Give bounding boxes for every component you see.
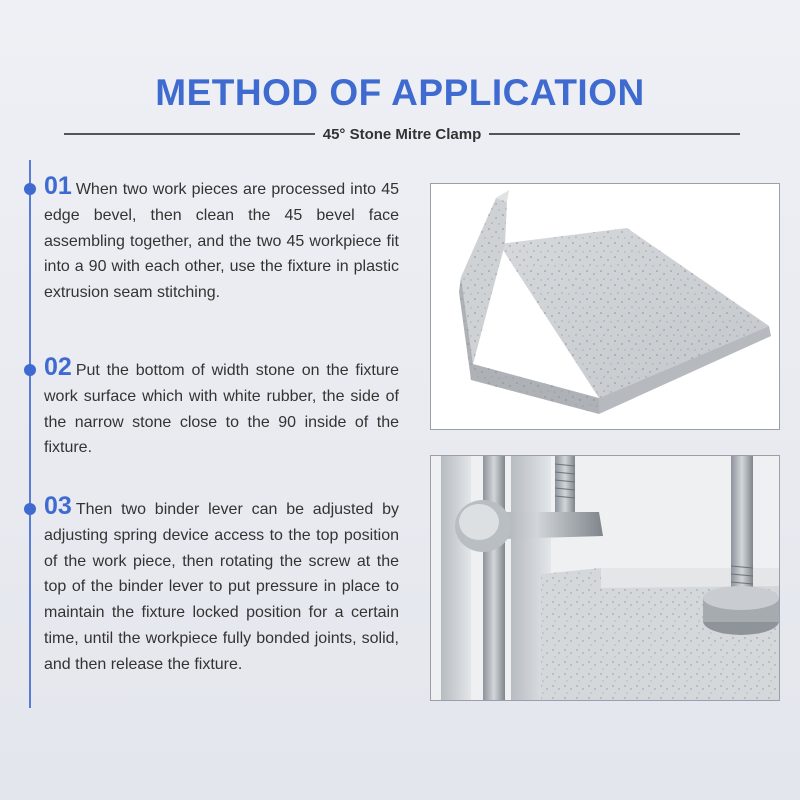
divider-right	[489, 133, 740, 135]
l-shaped-stone-joint-photo	[430, 183, 780, 430]
step-text: Then two binder lever can be adjusted by adjusting spring device access to the top position of the work piece, then rotating the screw at the top of the binder lever to put pressure in place to maintain the fixture locked position for a certain time, until the workpiece fully bonded joints, solid, and then release the fixture.	[44, 501, 399, 673]
step-number: 03	[44, 492, 72, 520]
step-3	[44, 492, 399, 678]
page-subtitle: 45° Stone Mitre Clamp	[322, 125, 482, 143]
timeline-line	[29, 160, 31, 708]
subtitle-row	[64, 124, 740, 144]
timeline-dot-2	[24, 364, 36, 376]
timeline-dot-3	[24, 503, 36, 515]
step-text: When two work pieces are processed into 45 edge bevel, then clean the 45 bevel face assembling together, and the two 45 workpiece fit into a 90 with each other, use the fixture in plastic extrusion seam stitching.	[44, 181, 399, 302]
step-number: 01	[44, 172, 72, 200]
step-text: Put the bottom of width stone on the fixture work surface which with white rubber, the side of the narrow stone close to the 90 inside of the fixture.	[44, 362, 399, 457]
page-title: METHOD OF APPLICATION	[155, 72, 645, 113]
divider-left	[64, 133, 315, 135]
step-2	[44, 353, 399, 461]
step-1	[44, 172, 399, 306]
step-number: 02	[44, 353, 72, 381]
timeline-dot-1	[24, 183, 36, 195]
mitre-clamp-in-use-photo	[430, 455, 780, 701]
